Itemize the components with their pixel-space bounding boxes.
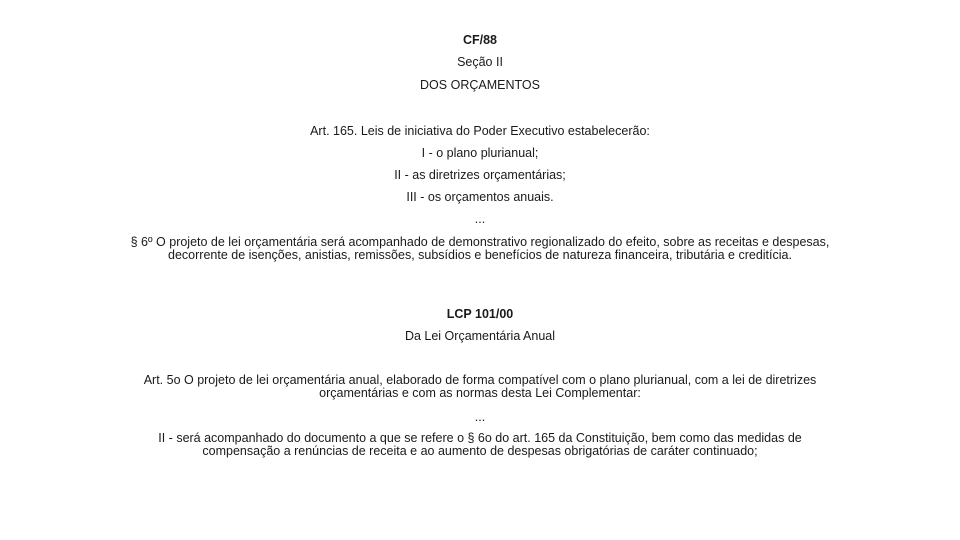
cf88-heading: DOS ORÇAMENTOS — [420, 78, 540, 92]
lcp-art5-ellipsis: ... — [474, 410, 486, 424]
art165-item-3: III - os orçamentos anuais. — [406, 190, 554, 204]
art165-item-1: I - o plano plurianual; — [421, 146, 539, 160]
art165-ellipsis: ... — [474, 212, 486, 226]
art165-item-2: II - as diretrizes orçamentárias; — [394, 168, 566, 182]
lcp-title: LCP 101/00 — [446, 307, 514, 321]
lcp-art5-item-2: II - será acompanhado do documento a que se refere o § 6o do art. 165 da Constituição, bem como das medidas de compensação a renúncias de receita e ao aumento de despesas obrigatórias de caráter continuado; — [158, 431, 802, 458]
cf88-title: CF/88 — [462, 33, 498, 47]
art165-paragraph-6: § 6º O projeto de lei orçamentária será acompanhado de demonstrativo regionalizado do efeito, sobre as receitas e despesas, decorrente de isenções, anistias, remissões, subsídios e benefícios de natureza financeira, tributária e creditícia. — [130, 235, 830, 262]
art165-caput: Art. 165. Leis de iniciativa do Poder Executivo estabelecerão: — [310, 124, 650, 138]
lcp-subtitle: Da Lei Orçamentária Anual — [404, 329, 556, 343]
cf88-section: Seção II — [457, 55, 503, 69]
lcp-art5-caput: Art. 5o O projeto de lei orçamentária anual, elaborado de forma compatível com o plano plurianual, com a lei de diretrizes orçamentárias e com as normas desta Lei Complementar: — [143, 373, 817, 400]
